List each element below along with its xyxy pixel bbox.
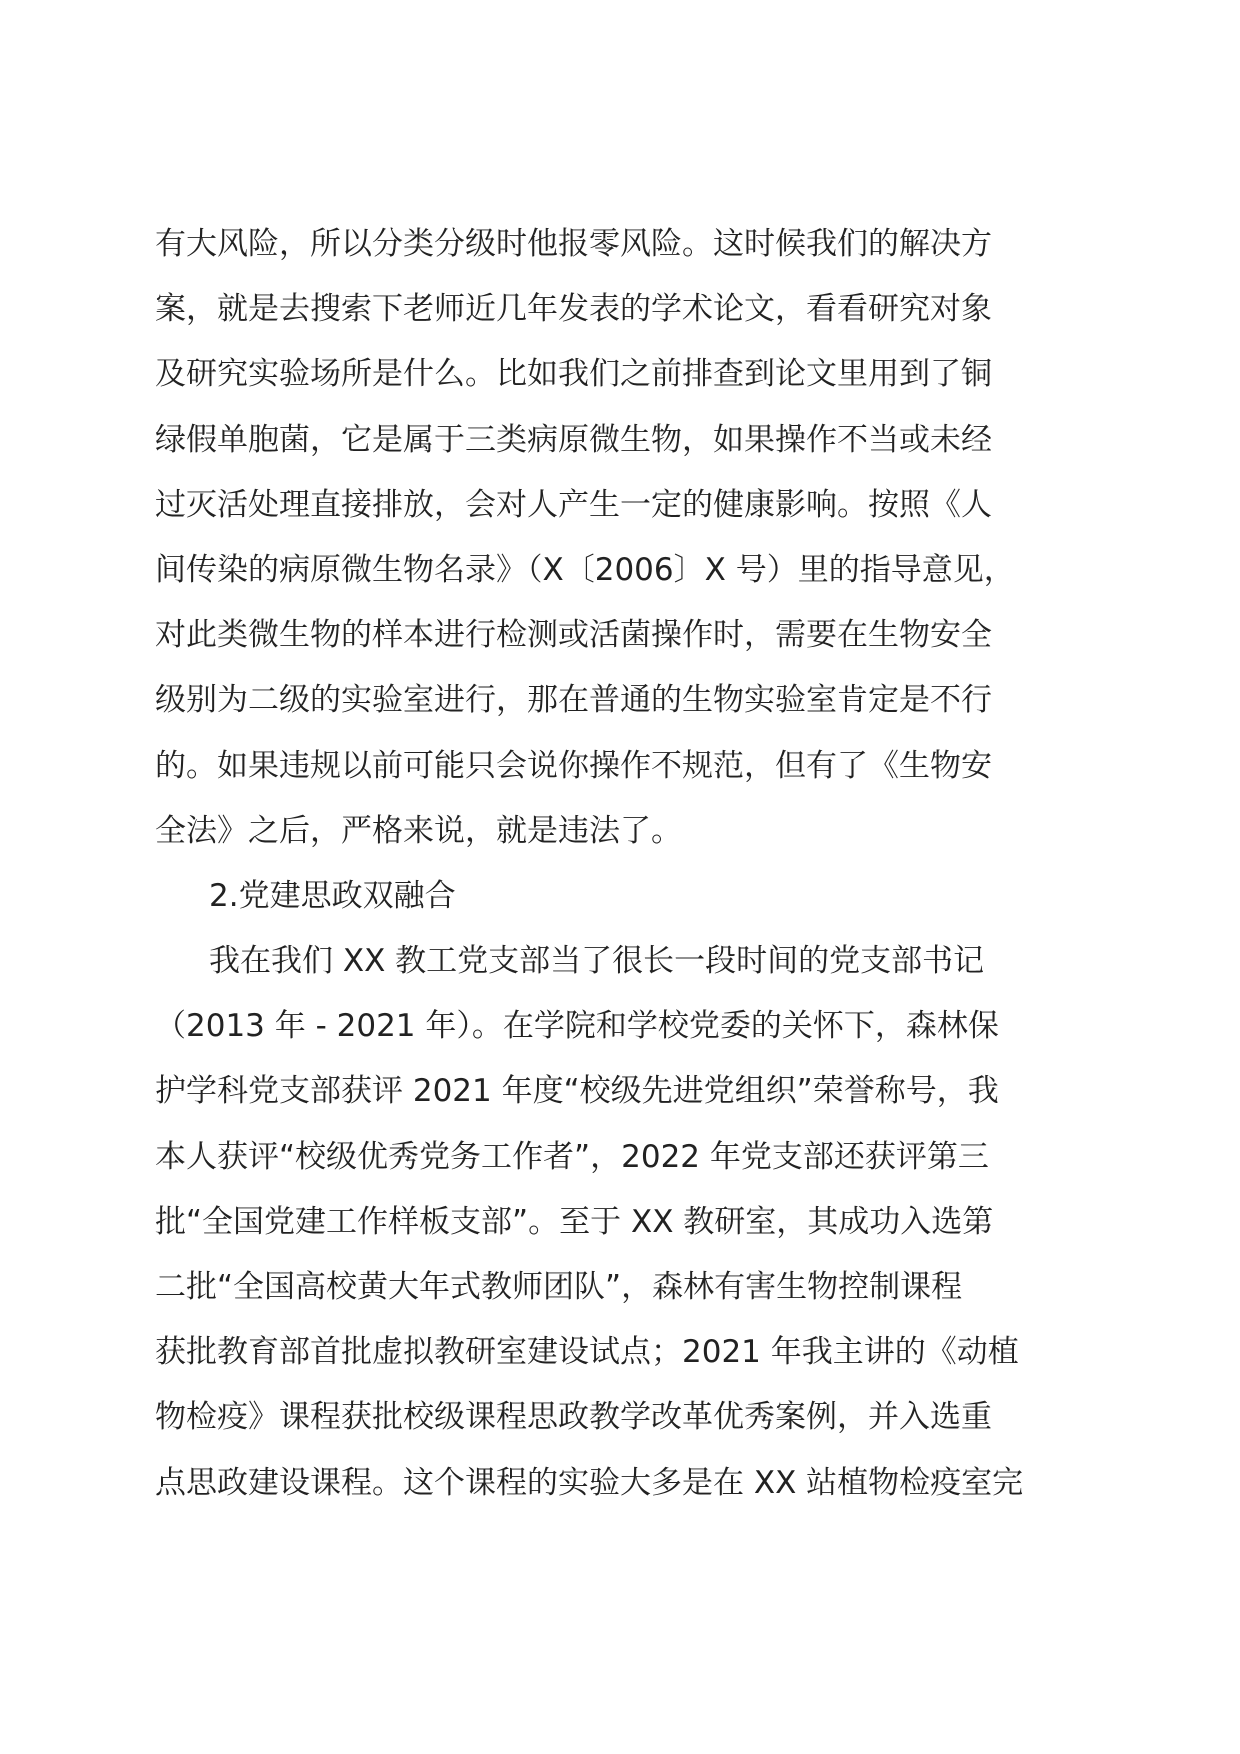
paragraph-line: 批“全国党建工作样板支部”。至于 XX 教研室，其成功入选第 [155,1203,994,1240]
paragraph-line: 本人获评“校级优秀党务工作者”，2022 年党支部还获评第三 [155,1138,989,1175]
section-heading: 2.党建思政双融合 [209,877,456,914]
paragraph-line: 及研究实验场所是什么。比如我们之前排查到论文里用到了铜 [155,356,992,393]
paragraph-line: 过灭活处理直接排放，会对人产生一定的健康影响。按照《人 [155,486,992,523]
paragraph-line: 全法》之后，严格来说，就是违法了。 [155,812,682,849]
paragraph-line: 物检疫》课程获批校级课程思政教学改革优秀案例，并入选重 [155,1399,992,1436]
paragraph-line: 对此类微生物的样本进行检测或活菌操作时，需要在生物安全 [155,617,992,654]
paragraph-1 [155,212,1090,864]
paragraph-line: 二批“全国高校黄大年式教师团队”，森林有害生物控制课程 [155,1269,963,1305]
paragraph-line: 级别为二级的实验室进行，那在普通的生物实验室肯定是不行 [155,682,992,719]
paragraph-2 [155,929,1090,1516]
paragraph-line: 间传染的病原微生物名录》（X〔2006〕X 号）里的指导意见， [155,551,1015,588]
paragraph-line: （2013 年 - 2021 年）。在学院和学校党委的关怀下，森林保 [155,1008,999,1045]
document-body [155,212,1090,1516]
paragraph-line: 点思政建设课程。这个课程的实验大多是在 XX 站植物检疫室完 [155,1464,1024,1501]
paragraph-line: 有大风险，所以分类分级时他报零风险。这时候我们的解决方 [155,226,992,262]
paragraph-line: 的。如果违规以前可能只会说你操作不规范，但有了《生物安 [155,747,992,784]
paragraph-line: 我在我们 XX 教工党支部当了很长一段时间的党支部书记 [209,943,985,980]
paragraph-line: 案，就是去搜索下老师近几年发表的学术论文，看看研究对象 [155,291,992,328]
paragraph-line: 护学科党支部获评 2021 年度“校级先进党组织”荣誉称号，我 [155,1073,999,1110]
paragraph-line: 获批教育部首批虚拟教研室建设试点；2021 年我主讲的《动植 [155,1334,1019,1371]
paragraph-line: 绿假单胞菌，它是属于三类病原微生物，如果操作不当或未经 [155,421,992,458]
